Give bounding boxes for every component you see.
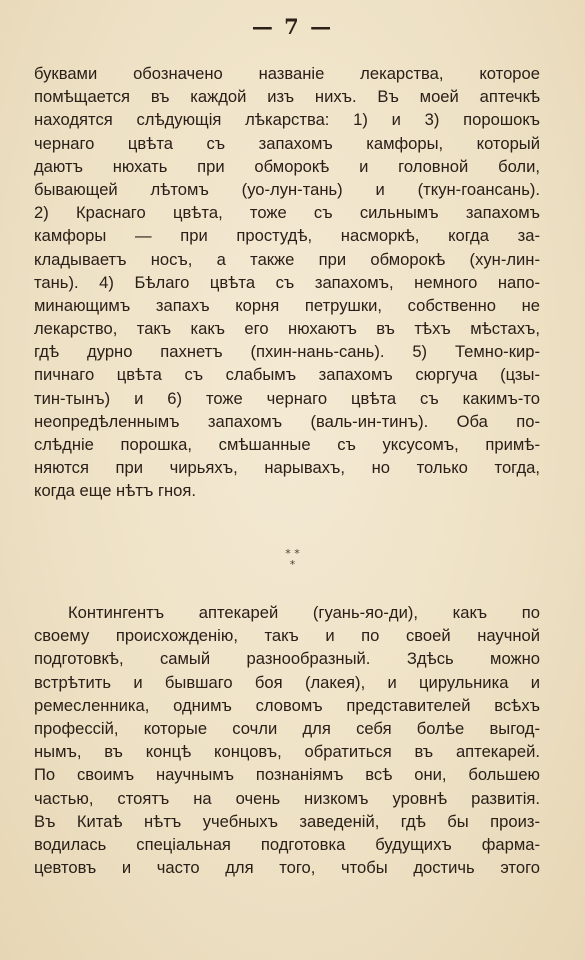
text-line: чернаго цвѣта съ запахомъ камфоры, который (34, 133, 540, 153)
text-line: гдѣ дурно пахнетъ (пхин-нань-сань). 5) Темно-кир- (34, 342, 540, 362)
section-separator (0, 548, 585, 570)
separator-asterisk-bottom: * (289, 558, 296, 571)
page-number: — 7 — (251, 14, 334, 39)
text-line: пичнаго цвѣта съ слабымъ запахомъ сюргуча (цзы- (34, 365, 540, 385)
text-line: когда еще нѣтъ гноя. (34, 481, 196, 501)
text-line: бывающей лѣтомъ (уо-лун-тань) и (ткун-гоансань). (34, 179, 540, 199)
text-line: своему происхожденію, такъ и по своей научной (34, 626, 540, 646)
text-line: даютъ нюхать при обморокѣ и головной боли, (34, 156, 540, 176)
separator-asterisks-top: * * (285, 547, 300, 560)
text-line: Въ Китаѣ нѣтъ учебныхъ заведеній, гдѣ бы произ- (34, 811, 540, 831)
text-line: нымъ, въ концѣ концовъ, обратиться въ аптекарей. (34, 742, 540, 762)
text-line: неопредѣленнымъ запахомъ (валь-ин-тинъ). Оба по- (34, 411, 540, 431)
text-line: частью, стоятъ на очень низкомъ уровнѣ развитія. (34, 788, 540, 808)
text-line: няются при чирьяхъ, нарывахъ, но только тогда, (34, 458, 540, 478)
text-line: Контингентъ аптекарей (гуань-яо-ди), какъ по (68, 603, 540, 622)
paragraph-2 (34, 601, 540, 879)
text-line: встрѣтить и бывшаго боя (лакея), и цирульника и (34, 672, 540, 692)
text-line: По своимъ научнымъ познаніямъ всѣ они, большею (34, 765, 540, 785)
text-line: находятся слѣдующія лѣкарства: 1) и 3) порошокъ (34, 110, 540, 130)
text-line: буквами обозначено названіе лекарства, которое (34, 64, 540, 83)
text-line: профессій, которые сочли для себя болѣе выгод- (34, 718, 540, 738)
text-line: минающимъ запахъ корня петрушки, собственно не (34, 295, 540, 315)
text-line: камфоры — при простудѣ, насморкѣ, когда за- (34, 226, 540, 246)
text-line: подготовкѣ, самый разнообразный. Здѣсь можно (34, 649, 540, 669)
text-line: кладываетъ носъ, а также при обморокѣ (хун-лин- (34, 249, 540, 269)
paragraph-1 (34, 62, 540, 503)
text-line: лекарство, такъ какъ его нюхаютъ въ тѣхъ мѣстахъ, (34, 319, 540, 339)
text-line: 2) Краснаго цвѣта, тоже съ сильнымъ запахомъ (34, 203, 540, 223)
text-line: тань). 4) Бѣлаго цвѣта съ запахомъ, немного напо- (34, 272, 540, 292)
text-line: водилась спеціальная подготовка будущихъ фарма- (34, 834, 540, 854)
text-line: помѣщается въ каждой изъ нихъ. Въ моей аптечкѣ (34, 87, 540, 107)
text-line: цевтовъ и часто для того, чтобы достичь этого (34, 858, 540, 878)
text-line: слѣдніе порошка, смѣшанные съ уксусомъ, примѣ- (34, 435, 540, 454)
text-line: тин-тынъ) и 6) тоже чернаго цвѣта съ какимъ-то (34, 388, 540, 408)
text-line: ремесленника, однимъ словомъ представителей всѣхъ (34, 695, 540, 715)
